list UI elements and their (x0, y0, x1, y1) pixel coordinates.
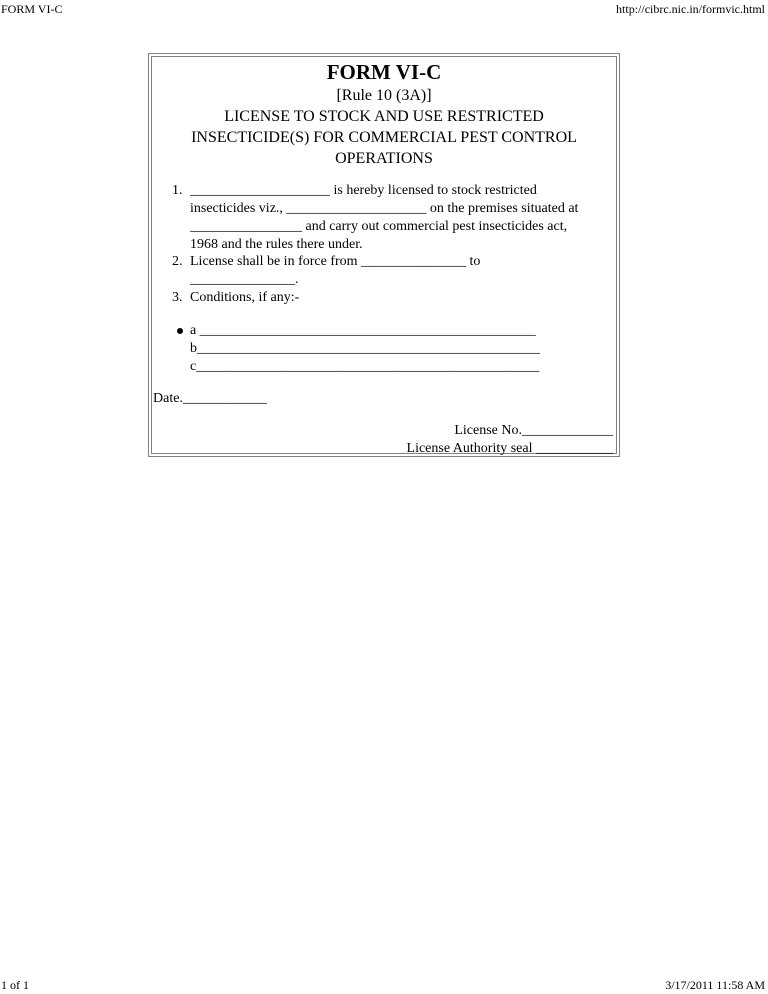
form-heading-line: OPERATIONS (335, 150, 433, 167)
item-number: 3. (172, 290, 183, 305)
item-1-line-2: insecticides viz., ____________________ on the premises situated at (190, 201, 579, 216)
form-heading (152, 106, 616, 169)
item-1-line-4: 1968 and the rules there under. (190, 237, 363, 252)
item-number: 1. (172, 183, 183, 198)
item-1-line-1: ____________________ is hereby licensed to stock restricted (190, 183, 537, 198)
item-number: 2. (172, 254, 183, 269)
form-heading-line: INSECTICIDE(S) FOR COMMERCIAL PEST CONTROL (191, 129, 577, 146)
print-footer-page: 1 of 1 (1, 978, 29, 992)
print-header-title: FORM VI-C (1, 2, 63, 16)
print-header-url: http://cibrc.nic.in/formvic.html (616, 2, 765, 16)
item-3-line-1: Conditions, if any:- (190, 290, 300, 305)
form-heading-line: LICENSE TO STOCK AND USE RESTRICTED (224, 108, 544, 125)
item-2-line-2: _______________. (190, 272, 299, 287)
form-title: FORM VI-C (326, 60, 442, 84)
license-no-label: License No._____________ (454, 423, 613, 438)
item-2-line-1: License shall be in force from _______________ to (190, 254, 481, 269)
form-inner-border (151, 56, 617, 454)
form-rule: [Rule 10 (3A)] (336, 87, 432, 104)
bullet-icon (177, 328, 183, 334)
condition-a: a ________________________________________________ (190, 323, 536, 338)
condition-b: b_________________________________________________ (190, 341, 540, 356)
authority-seal-label: License Authority seal ___________ (406, 441, 613, 456)
form-box (148, 53, 620, 457)
date-label: Date.____________ (153, 391, 267, 406)
item-1-line-3: ________________ and carry out commercial pest insecticides act, (190, 219, 568, 234)
print-footer-timestamp: 3/17/2011 11:58 AM (665, 978, 765, 992)
condition-c: c_________________________________________________ (190, 359, 540, 374)
